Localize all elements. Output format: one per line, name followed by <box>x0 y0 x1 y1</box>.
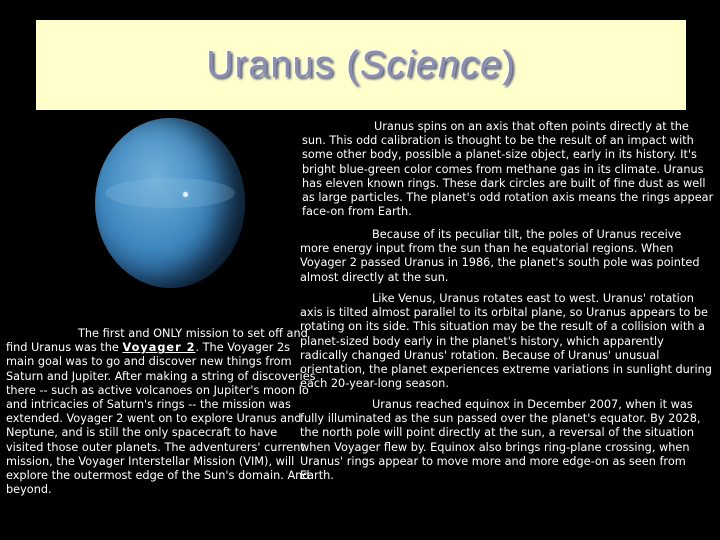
title-close-paren: ) <box>502 43 516 86</box>
title-science: Science <box>359 43 503 86</box>
paragraph-equinox: Uranus reached equinox in December 2007, when it was fully illuminated as the sun passed over the planet's equator. By 2028, the north pole will point directly at the sun, a reversal of the situation when Voyager flew by. Equinox also brings ring-plane crossing, when Uranus' rings appear to move more and more edge-on as seen from Earth. <box>300 398 701 483</box>
title-text: Uranus ( <box>206 43 360 86</box>
moon-dot <box>183 192 188 197</box>
uranus-image <box>40 112 290 300</box>
paragraph-tilt: Because of its peculiar tilt, the poles of Uranus receive more energy input from the sun than he equatorial regions. When Voyager 2 passed Uranus in 1986, the planet's south pole was pointed almost directly at the sun. <box>300 228 700 284</box>
paragraph-rotation: Like Venus, Uranus rotates east to west. Uranus' rotation axis is tilted almost parallel to its orbital plane, so Uranus appears to be rotating on its side. This situation may be the result of a collision with a planet-sized body early in the planet's history, which apparently radically changed Uranus' rotation. Because of Uranus' unusual orientation, the planet experiences extreme variations in sunlight during each 20-year-long season. <box>300 292 712 391</box>
paragraph-voyager: The first and ONLY mission to set off and find Uranus was the Voyager 2. The Voyager 2s main goal was to go and discover new things from Saturn and Jupiter. After making a string of discoveries there -- such as active volcanoes on Jupiter's moon Io and intricacies of Saturn's rings -- the mission was extended. Voyager 2 went on to explore Uranus and Neptune, and is still the only spacecraft to have visited those outer planets. The adventurers' current mission, the Voyager Interstellar Mission (VIM), will explore the outermost edge of the Sun's domain. And beyond. <box>6 327 316 497</box>
title-banner <box>36 20 686 110</box>
paragraph-spin: Uranus spins on an axis that often points directly at the sun. This odd calibration is thought to be the result of an impact with some other body, possible a planet-size object, early in its history. It's bright blue-green color comes from methane gas in its climate. Uranus has eleven known rings. These dark circles are built of fine dust as well as large particles. The planet's odd rotation axis means the rings appear face-on from Earth. <box>302 120 714 219</box>
uranus-planet <box>95 118 245 288</box>
voyager-2-link[interactable]: Voyager 2 <box>122 341 196 355</box>
slide-title <box>206 44 516 87</box>
